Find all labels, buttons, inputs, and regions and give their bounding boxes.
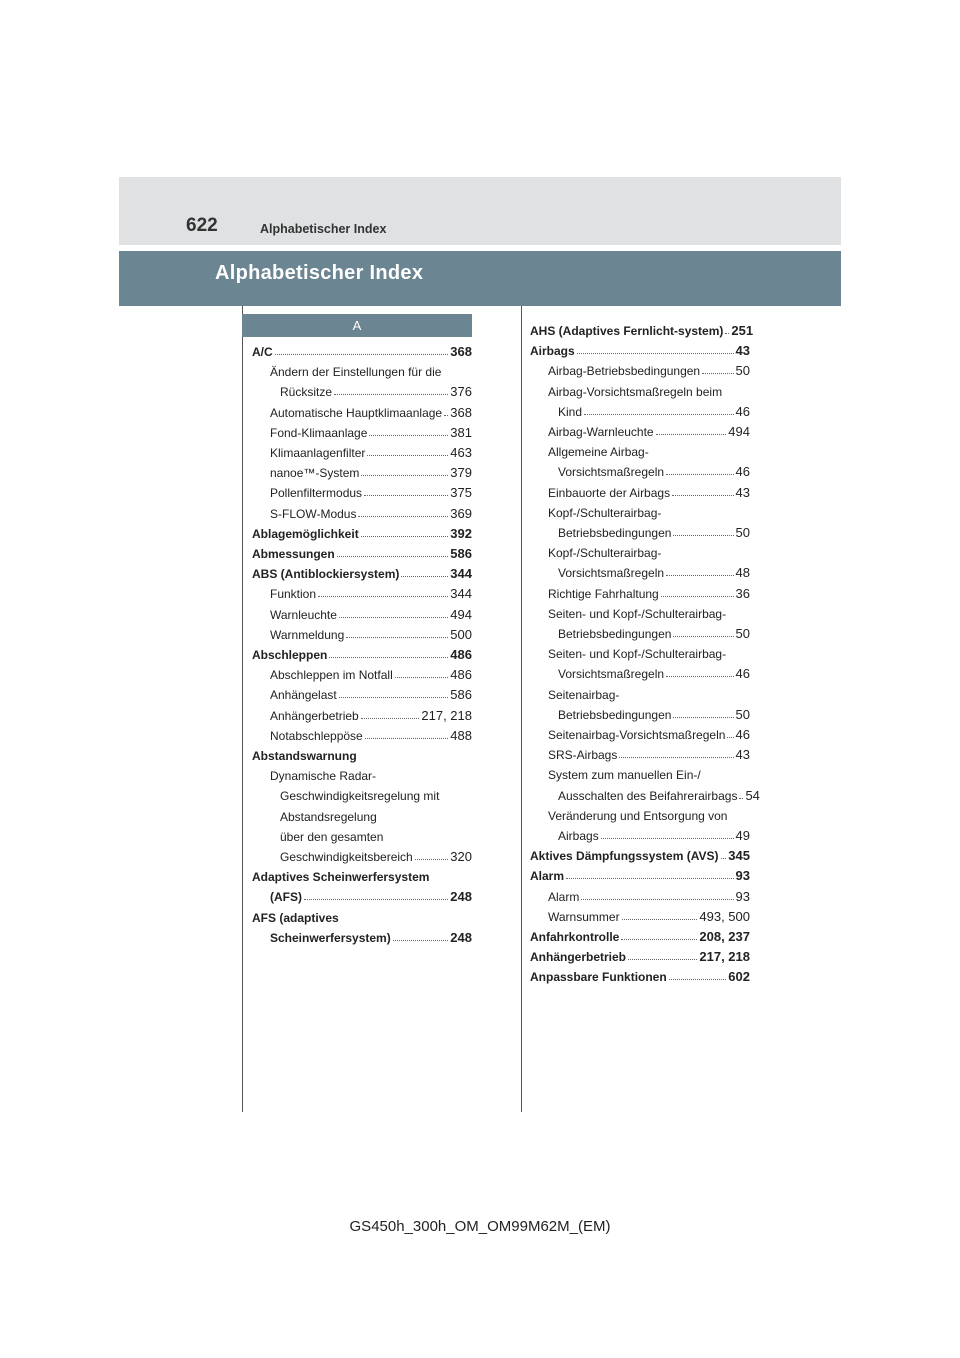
- entry-page: 43: [735, 484, 750, 500]
- leader-dots: [577, 353, 734, 354]
- index-entry: [548, 682, 750, 702]
- entry-label: Veränderung und Entsorgung von: [548, 808, 728, 823]
- leader-dots: [339, 697, 449, 698]
- entry-label: Betriebsbedingungen: [558, 627, 672, 641]
- index-entry: [270, 682, 472, 702]
- page-number: 622: [186, 215, 218, 236]
- entry-label: Ausschalten des Beifahrerairbags: [558, 788, 738, 803]
- index-entry: [252, 905, 472, 925]
- leader-dots: [361, 536, 449, 537]
- entry-label: (AFS): [270, 890, 302, 905]
- leader-dots: [666, 575, 733, 576]
- index-entry: [270, 602, 472, 622]
- entry-label: AHS (Adaptives Fernlicht-system): [530, 324, 724, 338]
- leader-dots: [395, 677, 449, 678]
- entry-page: 345: [728, 848, 750, 864]
- index-entry: [548, 722, 750, 742]
- entry-label: Alarm: [530, 869, 565, 884]
- entry-label: Adaptives Scheinwerfersystem: [252, 870, 430, 885]
- entry-page: 46: [735, 464, 750, 480]
- leader-dots: [666, 676, 733, 677]
- entry-page: 50: [735, 363, 750, 379]
- entry-page: 46: [735, 727, 750, 742]
- index-entry: [280, 804, 472, 824]
- leader-dots: [622, 919, 698, 920]
- index-entry: [530, 318, 754, 338]
- entry-label: Seiten- und Kopf-/Schulterairbag-: [548, 606, 727, 621]
- index-entry: [558, 702, 750, 722]
- entry-label: Airbags: [530, 344, 575, 359]
- index-entry: [548, 884, 750, 904]
- entry-page: 43: [735, 343, 750, 359]
- entry-label: Fond-Klimaanlage: [270, 425, 368, 440]
- leader-dots: [584, 414, 734, 415]
- entry-label: Abstandsregelung: [280, 809, 377, 824]
- index-entry: [252, 561, 472, 581]
- entry-page: 344: [450, 566, 472, 582]
- entry-page: 49: [735, 828, 750, 843]
- entry-label: Kopf-/Schulterairbag-: [548, 505, 662, 520]
- entry-label: Abmessungen: [252, 547, 335, 561]
- entry-label: Pollenfiltermodus: [270, 486, 363, 501]
- leader-dots: [727, 737, 733, 738]
- entry-page: 369: [450, 505, 472, 521]
- entry-page: 494: [728, 424, 750, 439]
- entry-page: 488: [450, 727, 472, 743]
- entry-label: Klimaanlagenfilter: [270, 446, 366, 460]
- index-entry: [548, 439, 750, 459]
- entry-label: Kopf-/Schulterairbag-: [548, 546, 662, 561]
- entry-page: 251: [731, 323, 754, 338]
- index-entry: [548, 358, 750, 378]
- entry-page: 46: [735, 403, 750, 419]
- entry-page: 493, 500: [699, 908, 750, 924]
- leader-dots: [619, 757, 733, 758]
- entry-label: Richtige Fahrhaltung: [548, 586, 659, 601]
- leader-dots: [721, 858, 727, 859]
- index-entry: [252, 541, 472, 561]
- entry-page: 379: [450, 465, 472, 481]
- leader-dots: [334, 394, 448, 395]
- page-title: Alphabetischer Index: [215, 262, 424, 284]
- entry-label: Ändern der Einstellungen für die: [270, 365, 442, 380]
- entry-page: 208, 237: [699, 929, 750, 944]
- entry-label: Anhängerbetrieb: [270, 708, 359, 723]
- entry-page: 50: [735, 525, 750, 540]
- leader-dots: [673, 717, 733, 718]
- entry-page: 368: [450, 404, 472, 420]
- index-entry: [270, 703, 472, 723]
- leader-dots: [566, 878, 734, 879]
- index-entry: [252, 642, 472, 662]
- index-entry: [558, 560, 750, 580]
- index-entry: [558, 459, 750, 479]
- index-entry: [548, 641, 750, 661]
- leader-dots: [739, 798, 743, 799]
- entry-label: Airbag-Betriebsbedingungen: [548, 364, 701, 379]
- entry-label: Anhängerbetrieb: [530, 950, 627, 965]
- entry-label: Airbags: [558, 829, 599, 843]
- entry-page: 486: [450, 647, 472, 662]
- entry-label: Warnmeldung: [270, 627, 345, 642]
- entry-label: Rücksitze: [280, 385, 333, 400]
- entry-label: Airbag-Vorsichtsmaßregeln beim: [548, 384, 723, 399]
- header-bar: [119, 177, 841, 245]
- index-entry: [548, 500, 750, 520]
- leader-dots: [361, 718, 420, 719]
- leader-dots: [669, 979, 727, 980]
- leader-dots: [656, 434, 727, 435]
- left-column-rule: [242, 306, 243, 1112]
- entry-page: 48: [735, 565, 750, 581]
- index-entry: [270, 501, 472, 521]
- leader-dots: [339, 617, 448, 618]
- leader-dots: [367, 455, 448, 456]
- leader-dots: [393, 940, 449, 941]
- entry-label: Geschwindigkeitsbereich: [280, 850, 413, 864]
- entry-label: Vorsichtsmaßregeln: [558, 566, 665, 581]
- index-entry: [548, 803, 750, 823]
- index-entry: [252, 864, 472, 884]
- entry-page: 368: [450, 344, 472, 359]
- entry-page: 381: [450, 424, 472, 440]
- index-entry: [270, 460, 472, 480]
- entry-page: 46: [735, 666, 750, 682]
- index-entry: [558, 783, 760, 803]
- entry-label: über den gesamten: [280, 829, 384, 844]
- leader-dots: [365, 738, 449, 739]
- entry-label: Allgemeine Airbag-: [548, 445, 649, 460]
- document-code: GS450h_300h_OM_OM99M62M_(EM): [349, 1218, 611, 1235]
- index-entry: [530, 843, 750, 863]
- leader-dots: [725, 333, 729, 334]
- index-entry: [270, 480, 472, 500]
- entry-label: Notabschleppöse: [270, 728, 363, 743]
- entry-label: Automatische Hauptklimaanlage: [270, 405, 443, 420]
- entry-label: Abschleppen: [252, 648, 328, 662]
- leader-dots: [275, 354, 449, 355]
- index-entry: [548, 540, 750, 560]
- entry-label: Alarm: [548, 889, 580, 904]
- leader-dots: [581, 899, 733, 900]
- index-entry: [270, 440, 472, 460]
- entry-page: 36: [735, 585, 750, 601]
- index-entry: [270, 723, 472, 743]
- entry-label: Vorsichtsmaßregeln: [558, 667, 665, 682]
- running-head: Alphabetischer Index: [260, 222, 387, 236]
- index-entry: [548, 480, 750, 500]
- entry-page: 320: [450, 849, 472, 864]
- leader-dots: [702, 373, 733, 374]
- index-entry: [548, 419, 750, 439]
- entry-page: 217, 218: [699, 949, 750, 965]
- entry-page: 586: [450, 687, 472, 703]
- entry-label: Funktion: [270, 587, 317, 602]
- entry-page: 93: [735, 888, 750, 904]
- index-entry: [548, 379, 750, 399]
- entry-label: Abstandswarnung: [252, 749, 357, 763]
- entry-label: Warnleuchte: [270, 607, 337, 622]
- index-entry: [270, 420, 472, 440]
- entry-label: Seiten- und Kopf-/Schulterairbag-: [548, 647, 727, 662]
- entry-page: 486: [450, 667, 472, 683]
- index-entry: [280, 844, 472, 864]
- index-entry: [548, 762, 750, 782]
- index-entry: [270, 359, 472, 379]
- leader-dots: [673, 636, 733, 637]
- entry-label: S-FLOW-Modus: [270, 506, 357, 521]
- entry-label: Einbauorte der Airbags: [548, 485, 671, 500]
- entry-page: 463: [450, 445, 472, 460]
- section-letter: A: [242, 314, 472, 337]
- entry-label: Kind: [558, 404, 583, 419]
- entry-page: 392: [450, 525, 472, 541]
- entry-label: AFS (adaptives: [252, 910, 339, 925]
- entry-label: Seitenairbag-: [548, 687, 620, 702]
- entry-page: 375: [450, 485, 472, 501]
- index-entry: [252, 521, 472, 541]
- entry-label: Ablagemöglichkeit: [252, 526, 359, 541]
- index-entry: [548, 581, 750, 601]
- index-entry: [270, 662, 472, 682]
- entry-page: 248: [450, 889, 472, 905]
- index-entry: [270, 400, 472, 420]
- index-entry: [270, 763, 472, 783]
- index-entry: [548, 601, 750, 621]
- entry-label: Anpassbare Funktionen: [530, 970, 667, 985]
- index-entry: [530, 964, 750, 984]
- leader-dots: [666, 474, 733, 475]
- entry-label: Anfahrkontrolle: [530, 930, 620, 944]
- index-entry: [270, 925, 472, 945]
- entry-label: Anhängelast: [270, 688, 337, 703]
- entry-page: 217, 218: [421, 707, 472, 723]
- entry-label: ABS (Antiblockiersystem): [252, 567, 400, 582]
- leader-dots: [661, 596, 734, 597]
- entry-page: 602: [728, 969, 750, 985]
- entry-label: SRS-Airbags: [548, 748, 618, 763]
- index-entry: [558, 621, 750, 641]
- index-entry: [558, 661, 750, 681]
- entry-page: 50: [735, 626, 750, 641]
- index-entry: [548, 904, 750, 924]
- index-entry: [252, 743, 472, 763]
- index-entry: [270, 622, 472, 642]
- leader-dots: [369, 435, 448, 436]
- index-entry: [530, 338, 750, 358]
- entry-label: Scheinwerfersystem): [270, 930, 391, 945]
- leader-dots: [318, 596, 448, 597]
- entry-label: Betriebsbedingungen: [558, 707, 672, 722]
- leader-dots: [346, 637, 448, 638]
- leader-dots: [673, 535, 733, 536]
- leader-dots: [361, 475, 448, 476]
- entry-page: 50: [735, 706, 750, 722]
- index-entry: [270, 884, 472, 904]
- entry-label: Geschwindigkeitsregelung mit: [280, 789, 440, 804]
- leader-dots: [364, 495, 448, 496]
- leader-dots: [628, 959, 697, 960]
- index-entry: [270, 581, 472, 601]
- index-entry: [558, 823, 750, 843]
- right-column-rule: [521, 306, 522, 1112]
- entry-label: Dynamische Radar-: [270, 769, 377, 784]
- leader-dots: [415, 859, 449, 860]
- index-entry: [252, 339, 472, 359]
- index-entry: [558, 399, 750, 419]
- entry-label: Abschleppen im Notfall: [270, 668, 393, 683]
- entry-label: System zum manuellen Ein-/: [548, 768, 701, 783]
- entry-page: 376: [450, 384, 472, 400]
- entry-page: 43: [735, 747, 750, 763]
- entry-page: 93: [735, 868, 750, 884]
- entry-page: 344: [450, 586, 472, 602]
- entry-label: A/C: [252, 345, 273, 359]
- entry-label: Aktives Dämpfungssystem (AVS): [530, 849, 719, 864]
- index-entry: [530, 924, 750, 944]
- entry-page: 494: [450, 606, 472, 622]
- index-entry: [530, 944, 750, 964]
- leader-dots: [401, 576, 448, 577]
- entry-page: 586: [450, 546, 472, 561]
- leader-dots: [601, 838, 734, 839]
- leader-dots: [444, 415, 448, 416]
- index-entry: [558, 520, 750, 540]
- leader-dots: [621, 939, 697, 940]
- leader-dots: [672, 495, 733, 496]
- index-entry: [530, 863, 750, 883]
- index-entry: [280, 379, 472, 399]
- leader-dots: [304, 899, 448, 900]
- leader-dots: [329, 657, 448, 658]
- entry-page: 54: [745, 787, 760, 803]
- entry-label: Vorsichtsmaßregeln: [558, 465, 665, 480]
- entry-label: Seitenairbag-Vorsichtsmaßregeln: [548, 728, 726, 742]
- entry-label: Airbag-Warnleuchte: [548, 425, 654, 439]
- index-entry: [280, 824, 472, 844]
- entry-label: nanoe™-System: [270, 466, 360, 481]
- index-entry: [548, 742, 750, 762]
- index-entry: [280, 783, 472, 803]
- entry-label: Warnsummer: [548, 909, 620, 924]
- leader-dots: [358, 516, 448, 517]
- leader-dots: [337, 556, 449, 557]
- entry-page: 248: [450, 929, 472, 945]
- entry-label: Betriebsbedingungen: [558, 526, 672, 540]
- entry-page: 500: [450, 626, 472, 642]
